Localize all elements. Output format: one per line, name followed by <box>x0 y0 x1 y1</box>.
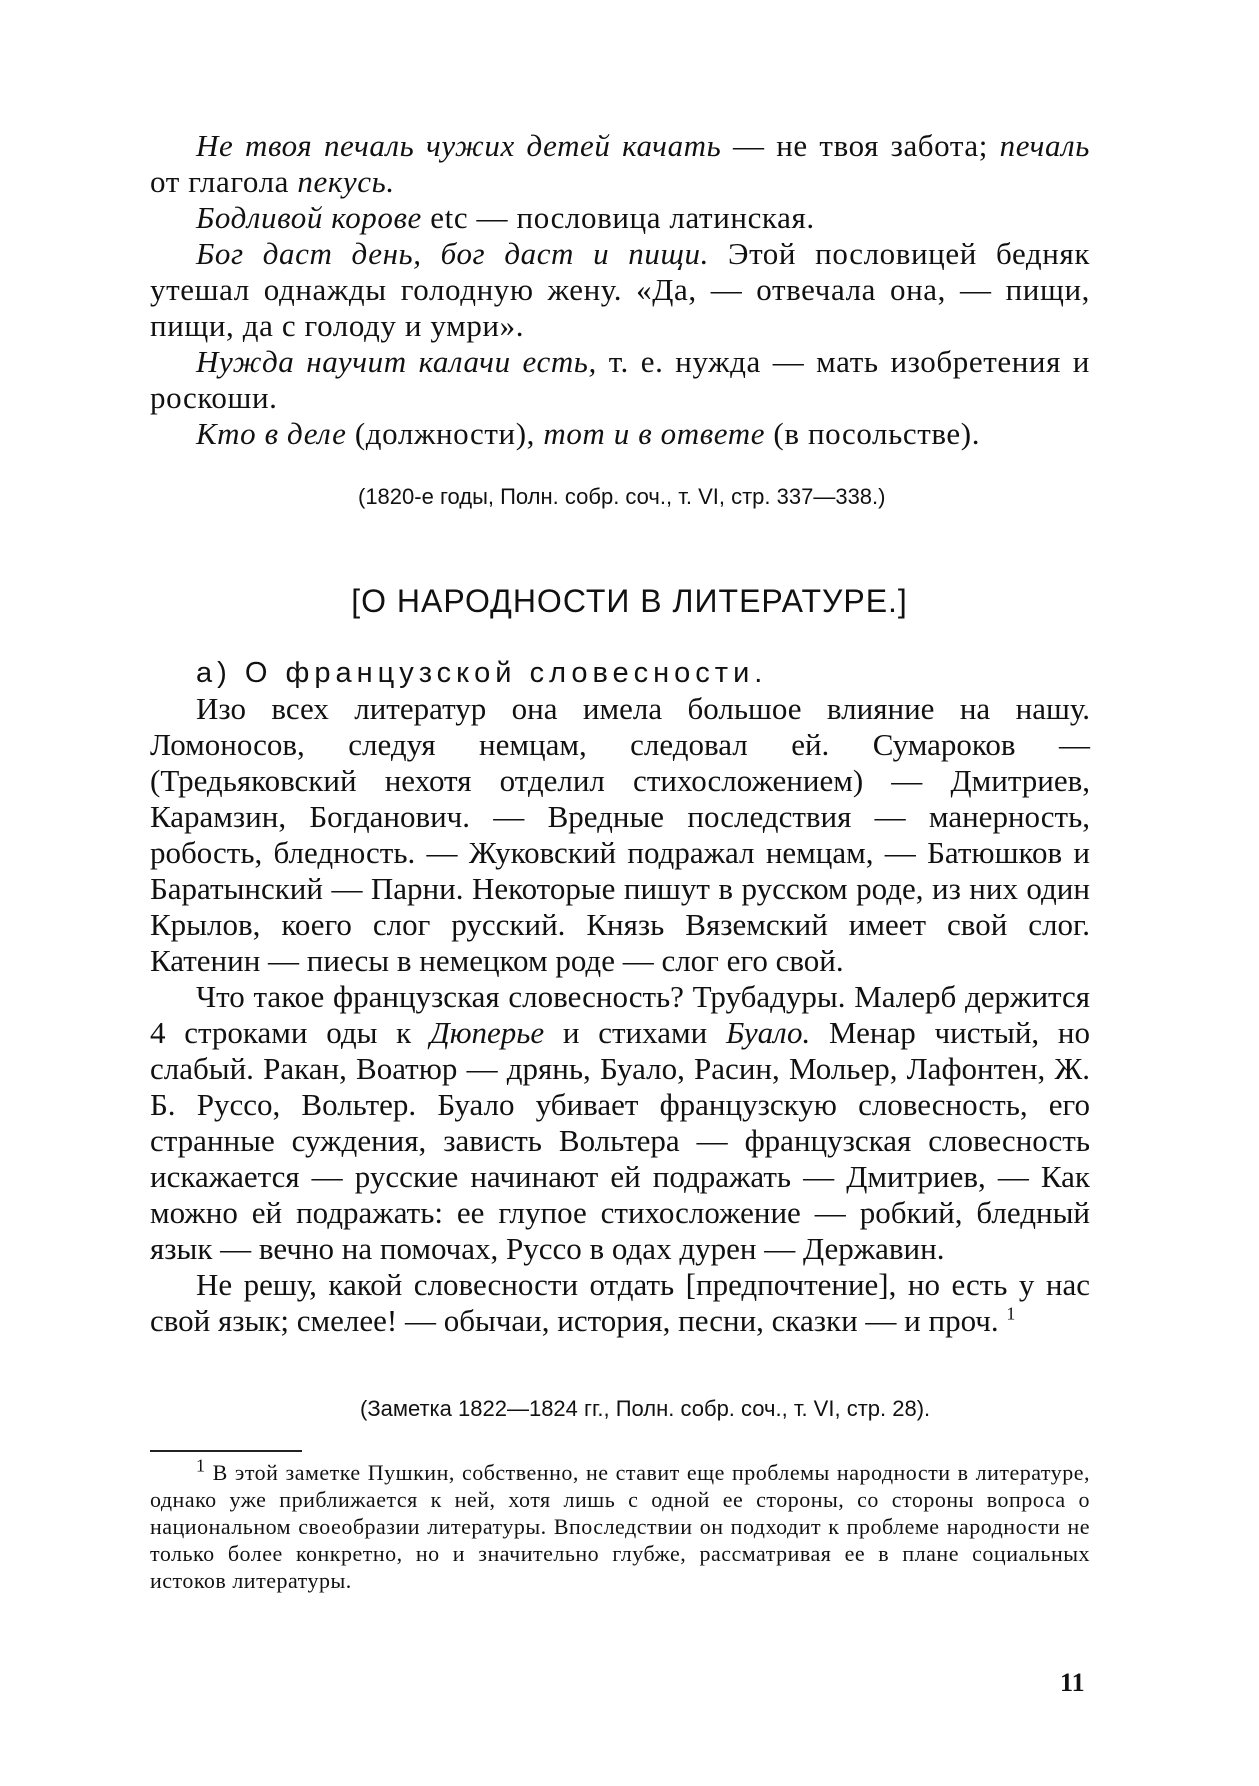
proverb-5-mid: (должности), <box>346 416 544 451</box>
footnote-marker: 1 <box>196 1455 206 1476</box>
proverb-5-italic-2: тот и в ответе <box>543 416 766 451</box>
paragraph-1: Изо всех литератур она имела большое влияние на нашу. Ломоносов, следуя немцам, следовал ей. Сумароков — (Тредьяковский нехотя отделил стихосложением) — Дмитриев, Карамзин, Богданович. — Вредные последствия — манерность, робость, бледность. — Жуковский подражал немцам, — Батюшков и Баратынский — Парни. Некоторые пишут в русском роде, из них один Крылов, коего слог русский. Князь Вяземский имеет свой слог. Катенин — пиесы в немецком роде — слог его свой. <box>150 691 1090 978</box>
proverb-3-italic: Бог даст день, бог даст и пищи. <box>196 236 709 271</box>
footnote <box>150 1455 1090 1594</box>
proverb-5-rest: (в посольстве). <box>765 416 981 451</box>
proverb-1-italic-2: печаль <box>999 128 1090 163</box>
proverb-4-italic: Нужда научит калачи есть, <box>196 344 597 379</box>
paragraph-2-italic-2: Буало. <box>725 1015 811 1050</box>
source-citation-1: (1820-е годы, Полн. собр. соч., т. VI, стр. 337—338.) <box>358 484 886 509</box>
paragraph-3-text: Не решу, какой словесности отдать [предпочтение], но есть у нас свой язык; смелее! — обычаи, история, песни, сказки — и проч. <box>150 1267 1090 1338</box>
paragraph-2-b: и стихами <box>544 1015 726 1050</box>
proverb-1 <box>150 128 1090 200</box>
paragraph-2-italic-1: Дюперье <box>429 1015 545 1050</box>
section-heading: [О НАРОДНОСТИ В ЛИТЕРАТУРЕ.] <box>351 583 908 619</box>
paragraph-2-a: Что такое французская словесность? Трубадуры. Малерб держится 4 строками оды к <box>150 979 1090 1050</box>
proverb-4 <box>150 344 1090 416</box>
proverb-5-italic: Кто в деле <box>196 416 347 451</box>
proverb-5 <box>150 416 1090 452</box>
proverb-1-italic: Не твоя печаль чужих детей качать <box>196 128 722 163</box>
paragraph-2-c: Менар чистый, но слабый. Ракан, Воатюр — дрянь, Буало, Расин, Мольер, Лафонтен, Ж. Б. Руссо, Вольтер. Буало убивает французскую словесность, его странные суждения, зависть Вольтера — французская словесность искажается — русские начинают ей подражать — Дмитриев, — Как можно ей подражать: ее глупое стихосложение — робкий, бледный язык — вечно на помочах, Руссо в одах дурен — Державин. <box>150 1015 1090 1266</box>
proverbs-section <box>150 128 1090 452</box>
proverb-4-rest: т. е. нужда — мать изобретения и роскоши. <box>150 344 1091 415</box>
proverb-2-rest: etc — пословица латинская. <box>421 200 815 235</box>
proverb-1-mid: от глагола <box>150 164 298 199</box>
proverb-1-rest: — не твоя забота; <box>721 128 988 163</box>
footnote-text: В этой заметке Пушкин, собственно, не ставит еще проблемы народности в литературе, однако уже приближается к ней, хотя лишь с одной ее стороны, со стороны вопроса о национальном своеобразии литературы. Впоследствии он подходит к проблеме народности не только более конкретно, но и значительно глубже, рассматривая ее в плане социальных истоков литературы. <box>150 1460 1090 1593</box>
proverb-2-italic: Бодливой корове <box>196 200 422 235</box>
french-literature-section <box>150 655 1090 1339</box>
proverb-3 <box>150 236 1090 344</box>
paragraph-2 <box>150 979 1090 1267</box>
proverb-3-rest: Этой пословицей бедняк утешал однажды голодную жену. «Да, — отвечала она, — пищи, пищи, да с голоду и умри». <box>150 236 1090 343</box>
footnote-reference[interactable]: 1 <box>1006 1303 1016 1324</box>
subheading: а) О французской словесности. <box>196 657 768 689</box>
page-number: 11 <box>1060 1668 1085 1697</box>
proverb-2 <box>150 200 1090 236</box>
footnote-divider <box>150 1450 302 1452</box>
source-citation-2: (Заметка 1822—1824 гг., Полн. собр. соч., т. VI, стр. 28). <box>360 1396 931 1421</box>
paragraph-3 <box>150 1267 1090 1339</box>
proverb-1-italic-3: пекусь. <box>297 164 395 199</box>
